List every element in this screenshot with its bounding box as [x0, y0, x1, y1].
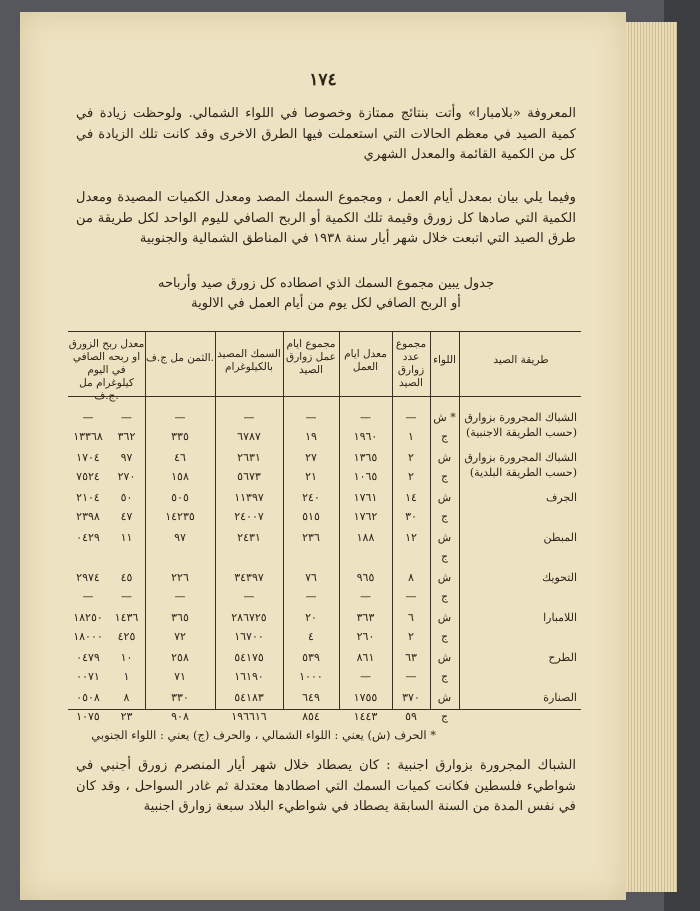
avg-days-cell: ١٤٤٣ — [353, 710, 378, 723]
method-cell: الشباك المجرورة بزوارق (حسب الطريقة الاجنبية) — [464, 411, 577, 439]
avg-days-cell: ١٧٦٢ — [353, 510, 378, 523]
boats-cell: — — [405, 590, 417, 603]
method-cell: اللامبارا — [543, 611, 577, 624]
method-cell: التحويك — [542, 571, 577, 584]
header-fish-kg: السمك المصيد بالكيلوغرام — [217, 348, 281, 373]
total-days-cell: ٢٤٠ — [302, 491, 320, 504]
total-days-cell: ٢٣٦ — [302, 531, 320, 544]
boats-cell: ٥٩ — [405, 710, 417, 723]
fish-kg-cell: ٢٤٣١ — [237, 531, 261, 544]
profit-ml-cell: ٠٥٠٨ — [76, 691, 100, 704]
profit-ml-cell: ١٧٠٤ — [76, 451, 100, 464]
profit-ml-cell: ٢١٠٤ — [76, 491, 100, 504]
profit-kg-cell: ٩٧ — [120, 451, 133, 464]
fish-kg-cell: ٥٤١٨٣ — [234, 691, 264, 704]
fish-kg-cell: ٥٦٧٣ — [237, 470, 261, 483]
district-cell: ج — [440, 550, 449, 563]
price-cell: ٣٦٥ — [171, 611, 189, 624]
district-cell: ج — [440, 510, 449, 523]
profit-kg-cell: ٢٧٠ — [117, 470, 136, 483]
table-row — [68, 469, 581, 485]
boats-cell: — — [405, 411, 417, 424]
profit-ml-cell: ١٨٢٥٠ — [73, 611, 103, 624]
profit-ml-cell: ٠٠٧١ — [76, 670, 100, 683]
fish-kg-cell: ١٦١٩٠ — [234, 670, 264, 683]
avg-days-cell: ٨٦١ — [356, 651, 375, 664]
price-cell: ٣٣٥ — [171, 430, 189, 443]
profit-ml-cell: ٧٥٢٤ — [76, 470, 100, 483]
boats-cell: ٣٠ — [405, 510, 417, 523]
price-cell: ٧٢ — [174, 630, 186, 643]
table-row — [68, 610, 581, 626]
district-cell: ش — [437, 491, 452, 504]
table-row — [68, 629, 581, 645]
price-cell: ٤٦ — [174, 451, 186, 464]
price-cell: ١٤٢٣٥ — [165, 510, 195, 523]
price-cell: ٧١ — [174, 670, 186, 683]
profit-kg-cell: ١٤٣٦ — [114, 611, 139, 624]
avg-days-cell: ١٧٦١ — [353, 491, 378, 504]
price-cell: ٩٧ — [174, 531, 186, 544]
profit-ml-cell: ١٠٧٥ — [76, 710, 100, 723]
table-row — [68, 509, 581, 525]
table-row — [68, 530, 581, 546]
method-cell: الطرح — [548, 651, 577, 664]
boats-cell: ١ — [408, 430, 414, 443]
district-cell: ج — [440, 470, 449, 483]
fish-kg-cell: ٢٨٦٧٢٥ — [231, 611, 267, 624]
avg-days-cell: ١٨٨ — [356, 531, 375, 544]
total-days-cell: ٢١ — [305, 470, 317, 483]
district-cell: ج — [440, 430, 449, 443]
table-bottom-rule — [68, 709, 581, 710]
boats-cell: ٢ — [408, 470, 414, 483]
avg-days-cell: ١٣٦٥ — [353, 451, 378, 464]
boats-cell: ٢ — [408, 630, 414, 643]
table-row — [68, 549, 581, 565]
avg-days-cell: ٩٦٥ — [356, 571, 375, 584]
avg-days-cell: ٢٦٠ — [356, 630, 375, 643]
district-cell: ج — [440, 590, 449, 603]
header-method: طريقة الصيد — [493, 354, 549, 366]
total-days-cell: ٧٦ — [305, 571, 317, 584]
header-avg-days: معدل ايام العمل — [344, 348, 387, 373]
total-days-cell: ٦٤٩ — [302, 691, 320, 704]
district-cell: ش * — [433, 411, 456, 424]
boats-cell: ٢ — [408, 451, 414, 464]
boats-cell: ٦٣ — [405, 651, 417, 664]
avg-days-cell: ١٠٦٥ — [353, 470, 378, 483]
fish-kg-cell: ١١٣٩٧ — [234, 491, 264, 504]
profit-ml-cell: ٢٣٩٨ — [76, 510, 100, 523]
header-boats: مجموع عدد زوارق الصيد — [395, 338, 427, 389]
boats-cell: ٣٧٠ — [402, 691, 420, 704]
boats-cell: ٦ — [408, 611, 414, 624]
profit-ml-cell: ٠٤٢٩ — [76, 531, 100, 544]
method-cell: الجرف — [546, 491, 577, 504]
table-row — [68, 709, 581, 725]
price-cell: — — [174, 590, 186, 603]
profit-kg-cell: ٥٠ — [120, 491, 133, 504]
profit-kg-cell: — — [121, 590, 132, 603]
district-cell: ش — [437, 611, 452, 624]
profit-ml-cell: ١٣٣٦٨ — [73, 430, 103, 443]
fish-kg-cell: ١٩٦٦١٦ — [231, 710, 267, 723]
district-cell: ش — [437, 691, 452, 704]
method-cell: الشباك المجرورة بزوارق (حسب الطريقة البلدية) — [464, 451, 577, 479]
table-row — [68, 650, 581, 666]
book-page — [20, 12, 626, 900]
footnote: * الحرف (ش) يعني : اللواء الشمالي ، والحرف (ج) يعني : اللواء الجنوبي — [91, 728, 436, 742]
district-cell: ش — [437, 451, 452, 464]
price-cell: ٥٠٥ — [171, 491, 189, 504]
district-cell: ج — [440, 670, 449, 683]
boats-cell: ١٤ — [405, 491, 417, 504]
profit-kg-cell: — — [121, 411, 132, 424]
district-cell: ش — [437, 531, 452, 544]
header-rule — [68, 396, 581, 397]
total-days-cell: ٥١٥ — [302, 510, 320, 523]
second-paragraph: وفيما يلي بيان بمعدل أيام العمل ، ومجموع السمك المصد ومعدل الكميات المصيدة ومعدل الكمية التي صادها كل زورق وقيمة تلك الكمية أو الربح الصافي لليوم الواحد لكل طريقة من طرق الصيد التي اتبعت خلال شهر أيار سنة ١٩٣٨ في المناطق الشمالية والجنوبية — [76, 190, 576, 246]
fish-kg-cell: ٢٤٠٠٧ — [234, 510, 264, 523]
profit-ml-cell: — — [82, 590, 94, 603]
fish-kg-cell: ٦٧٨٧ — [237, 430, 261, 443]
boats-cell: ١٢ — [405, 531, 417, 544]
avg-days-cell: ٣٦٣ — [356, 611, 375, 624]
total-days-cell: — — [305, 590, 317, 603]
table-caption-line1: جدول يبين مجموع السمك الذي اصطاده كل زورق صيد وأرباحه — [157, 276, 495, 291]
boats-cell: — — [405, 670, 417, 683]
avg-days-cell: ١٧٥٥ — [353, 691, 378, 704]
fish-kg-cell: — — [243, 411, 255, 424]
district-cell: ج — [440, 710, 449, 723]
avg-days-cell: — — [360, 590, 371, 603]
table-row — [68, 570, 581, 586]
table-row — [68, 429, 581, 445]
method-cell: المبطن — [543, 531, 577, 544]
price-cell: ٣٣٠ — [171, 691, 189, 704]
fish-kg-cell: ١٦٧٠٠ — [234, 630, 264, 643]
header-district: اللواء — [433, 354, 456, 366]
header-profit: معدل ربح الزورق او ربحه الصافي في اليوم كيلوغرام مل ج.ف. — [68, 338, 145, 402]
price-cell: ١٥٨ — [171, 470, 189, 483]
avg-days-cell: ١٩٦٠ — [353, 430, 378, 443]
profit-kg-cell: ٤٧ — [120, 510, 133, 523]
avg-days-cell: — — [360, 670, 371, 683]
profit-kg-cell: ١١ — [120, 531, 133, 544]
profit-kg-cell: ١ — [123, 670, 130, 683]
fish-kg-cell: — — [243, 590, 255, 603]
profit-kg-cell: ٨ — [123, 691, 130, 704]
total-days-cell: ٢٧ — [305, 451, 317, 464]
fish-kg-cell: ٣٤٣٩٧ — [234, 571, 264, 584]
intro-paragraph: المعروفة «بلامبارا» وأتت بنتائج ممتازة وخصوصا في اللواء الشمالي. ولوحظت زيادة في كمية الصيد في معظم الحالات التي استعملت فيها الطرق الاخرى وقد كانت تلك الزيادة في كل من الكمية القائمة والمعدل الشهري — [76, 106, 576, 162]
profit-kg-cell: ٢٣ — [120, 710, 133, 723]
fish-kg-cell: ٢٦٣١ — [237, 451, 261, 464]
total-days-cell: ٨٥٤ — [302, 710, 320, 723]
total-days-cell: ٤ — [308, 630, 314, 643]
boats-cell: ٨ — [408, 571, 414, 584]
avg-days-cell: — — [360, 411, 371, 424]
total-days-cell: ٢٠ — [305, 611, 317, 624]
total-days-cell: — — [305, 411, 317, 424]
fish-kg-cell: ٥٤١٧٥ — [234, 651, 264, 664]
method-cell: الصنارة — [543, 691, 577, 704]
table-row — [68, 669, 581, 685]
district-cell: ش — [437, 651, 452, 664]
price-cell: ٢٢٦ — [171, 571, 189, 584]
table-row — [68, 589, 581, 605]
table-row — [68, 690, 581, 706]
district-cell: ج — [440, 630, 449, 643]
total-days-cell: ١٩ — [305, 430, 317, 443]
closing-paragraph: الشباك المجرورة بزوارق اجنبية : كان يصطاد خلال شهر أيار المنصرم زورق أجنبي في شواطيء فلسطين فكانت كميات السمك التي اصطادها معتدلة ثم غادر السواحل ، وقد كان في نفس المدة من السنة السابقة يصطاد في شواطيء البلاد سبعة زوارق اجنبية — [76, 758, 576, 814]
profit-kg-cell: ٣٦٢ — [117, 430, 136, 443]
profit-kg-cell: ٤٥ — [120, 571, 133, 584]
price-cell: ٩٠٨ — [171, 710, 189, 723]
profit-ml-cell: ٠٤٧٩ — [76, 651, 100, 664]
table-row — [68, 490, 581, 506]
total-days-cell: ٥٣٩ — [302, 651, 320, 664]
profit-ml-cell: ١٨٠٠٠ — [73, 630, 103, 643]
district-cell: ش — [437, 571, 452, 584]
header-total-days: مجموع ايام عمل زوارق الصيد — [286, 338, 336, 376]
profit-ml-cell: — — [82, 411, 94, 424]
price-cell: — — [174, 411, 186, 424]
price-cell: ٢٥٨ — [171, 651, 189, 664]
table-caption-line2: أو الربح الصافي لكل يوم من أيام العمل في الالوية — [191, 296, 461, 311]
profit-kg-cell: ١٠ — [120, 651, 133, 664]
profit-kg-cell: ٤٢٥ — [117, 630, 136, 643]
total-days-cell: ١٠٠٠ — [299, 670, 323, 683]
page-number: ١٧٤ — [309, 70, 337, 90]
profit-ml-cell: ٢٩٧٤ — [76, 571, 100, 584]
header-price: الثمن مل ج.ف. — [146, 352, 214, 364]
